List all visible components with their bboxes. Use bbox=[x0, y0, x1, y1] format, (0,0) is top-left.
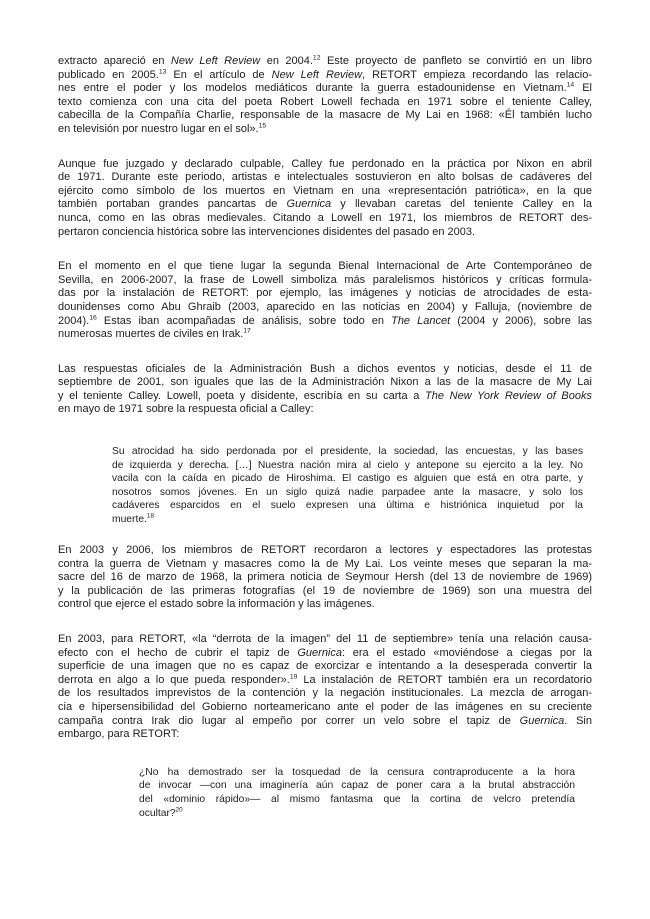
text-line: también portaban grandes pancartas de Guernica y llevaban caretas del teniente Calley en la bbox=[58, 198, 592, 211]
text-line: de izquierda y derecha. […] Nuestra nación mira al cielo y antepone su ejercito a la ley. No bbox=[112, 459, 583, 471]
text-line: 2004).$^{16}$ Estas iban acompañadas de análisis, sobre todo en The Lancet (2004 y 2006), sobre las bbox=[58, 313, 592, 327]
text-line: sacre del 16 de marzo de 1968, la primera noticia de Seymour Hersh (del 13 de noviembre de 1969) bbox=[58, 571, 592, 584]
paragraph bbox=[58, 55, 592, 137]
text-line: En 2003 y 2006, los miembros de RETORT recordaron a lectores y espectadores las protestas bbox=[58, 544, 592, 557]
block-quote bbox=[112, 445, 583, 526]
text-line: septiembre de 2001, son iguales que las de la Administración Nixon a las de la masacre de My Lai bbox=[58, 376, 592, 389]
text-line: de 1971. Durante este periodo, artistas e intelectuales sostuvieron en alto bolsas de cadáveres del bbox=[58, 171, 592, 184]
text-line: y el teniente Calley. Lowell, poeta y disidente, escribía en su carta a The New York Review of Books bbox=[58, 389, 592, 402]
text-line: publicado en 2005.13 En el artículo de New Left Review, RETORT empieza recordando las relacio- bbox=[58, 67, 592, 81]
text-line: das por la instalación de RETORT: por ejemplo, las imágenes y noticias de atrocidades de esta- bbox=[58, 287, 592, 300]
text-line: superficie de una imagen que no es capaz de exorcizar e intentando a la desesperada convertir la bbox=[58, 660, 592, 673]
footnote-marker: 16 bbox=[89, 313, 97, 321]
text-line: En 2003, para RETORT, «la “derrota de la imagen” del 11 de septiembre» tenía una relación causa- bbox=[58, 633, 592, 646]
text-line: Las respuestas oficiales de la Administración Bush a dichos eventos y noticias, desde el 11 de bbox=[58, 362, 592, 375]
text-line: de los resultados imprevistos de la contención y la negación institucionales. La mezcla de arrogan- bbox=[58, 687, 592, 700]
text-line: ocultar?$^{20}$ bbox=[139, 806, 183, 819]
text-line: extracto apareció en New Left Review en 2004.12 Este proyecto de panfleto se convirtió en un libro bbox=[58, 54, 592, 67]
text-line: efecto con el hecho de cubrir el tapiz de Guernica: era el estado «moviéndose a ciegas por la bbox=[58, 646, 592, 659]
text-line: nunca, como en las obras medievales. Citando a Lowell en 1971, los miembros de RETORT des- bbox=[58, 211, 592, 224]
text-line: control que ejerce el estado sobre la información y las imágenes. bbox=[58, 598, 375, 611]
text-line: ejército como símbolo de los muertos en Vietnam en una «representación patriótica», en la que bbox=[58, 184, 592, 197]
footnote-marker: 19 bbox=[289, 673, 298, 681]
paragraph bbox=[58, 158, 592, 240]
footnote-marker: 12 bbox=[312, 54, 321, 62]
footnote-marker: 20 bbox=[175, 806, 183, 814]
text-line: del «dominio rápido»— al mismo fantasma que la cortina de velcro pretendía bbox=[139, 793, 575, 805]
text-line: texto comienza con una cita del poeta Robert Lowell fechada en 1971 sobre el teniente Calley, bbox=[58, 95, 592, 108]
text-line: pertaron conciencia histórica sobre las intervenciones disidentes del pasado en 2003. bbox=[58, 225, 476, 238]
footnote-marker: 15 bbox=[258, 122, 267, 130]
paragraph bbox=[58, 363, 592, 417]
text-line: ¿No ha demostrado ser la tosquedad de la censura contraproducente a la hora bbox=[139, 766, 575, 778]
text-line: muerte.$^{18}$ bbox=[112, 512, 155, 526]
text-line: de invocar —con una imaginería aún capaz de poner cara a la brutal abstracción bbox=[139, 780, 575, 792]
footnote-marker: 17 bbox=[243, 327, 251, 335]
paragraph bbox=[58, 260, 592, 342]
paragraph bbox=[58, 633, 592, 742]
text-line: numerosas muertes de civiles en Irak.$^{17}$ bbox=[58, 327, 251, 341]
text-line: embargo, para RETORT: bbox=[58, 728, 180, 741]
text-line: Su atrocidad ha sido perdonada por el presidente, la sociedad, las encuestas, y las bases bbox=[112, 446, 583, 458]
text-line: campaña contra Irak dio lugar al empeño por correr un velo sobre el tapiz de Guernica. Sin bbox=[58, 714, 592, 727]
text-line: y la publicación de las primeras fotografías (el 19 de noviembre de 1969) son una muestra del bbox=[58, 584, 592, 597]
text-line: En el momento en el que tiene lugar la segunda Bienal Internacional de Arte Contemporáneo de bbox=[58, 260, 592, 273]
text-line: dounidenses como Abu Ghraib (2003, aparecido en las noticias en 2004) y Falluja, (noviembre de bbox=[58, 300, 592, 313]
text-line: nosotros somos jóvenes. En un siglo quizá nadie parpadee ante la masacre, y solo los bbox=[112, 486, 583, 498]
paragraph bbox=[58, 544, 592, 612]
footnote-marker: 13 bbox=[158, 67, 167, 75]
text-line: vacila con la caída en picado de Hiroshima. El castigo es alguien que está en otra parte, y bbox=[112, 473, 583, 485]
footnote-marker: 14 bbox=[566, 81, 575, 89]
text-line: en televisión por nuestro lugar en el sol».$^{15}$ bbox=[58, 122, 267, 135]
text-line: contra la guerra de Vietnam y masacres como la de My Lai. Los veinte meses que separan la ma- bbox=[58, 557, 592, 570]
text-line: derrota en algo a lo que pueda responder».$^{19}$ La instalación de RETORT también era un recordatorio bbox=[58, 673, 592, 686]
text-line: cadáveres esparcidos en el suelo expresen una última e histriónica inquietud por la bbox=[112, 500, 583, 512]
text-column bbox=[58, 55, 592, 841]
text-line: nes entre el poder y los modelos mediáticos durante la guerra estadounidense en Vietnam.$^{14}$ El bbox=[58, 81, 592, 95]
text-line: Sevilla, en 2006-2007, la frase de Lowell simboliza más paralelismos históricos y críticas formula- bbox=[58, 273, 592, 286]
block-quote bbox=[139, 766, 575, 820]
text-line: cabecilla de la Compañía Charlie, responsable de la masacre de My Lai en 1968: «Él también lucho bbox=[58, 109, 592, 122]
text-line: Aunque fue juzgado y declarado culpable, Calley fue perdonado en la práctica por Nixon en abril bbox=[58, 157, 592, 170]
text-line: cia e hipersensibilidad del Gobierno norteamericano ante el poder de las imágenes en su creciente bbox=[58, 701, 592, 713]
text-line: en mayo de 1971 sobre la respuesta oficial a Calley: bbox=[58, 403, 314, 416]
footnote-marker: 18 bbox=[146, 512, 155, 520]
